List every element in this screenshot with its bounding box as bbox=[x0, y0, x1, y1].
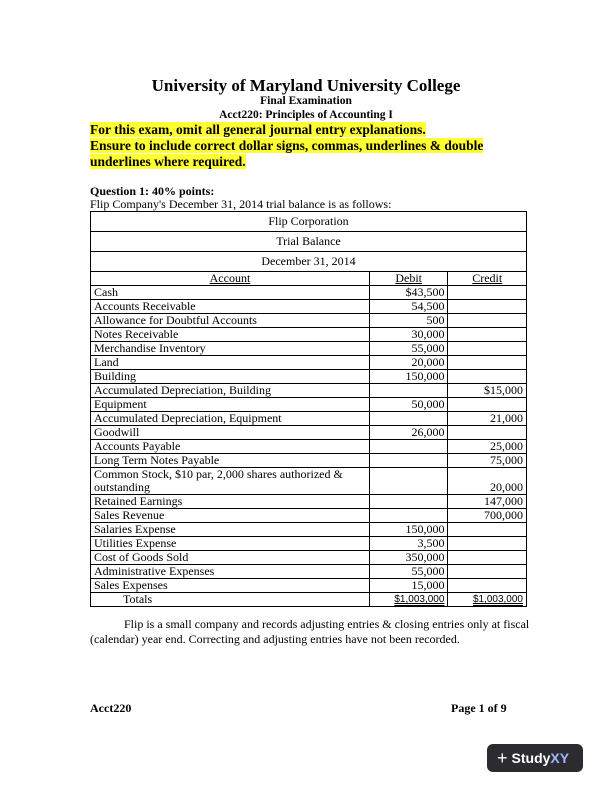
table-row bbox=[91, 454, 527, 468]
question-intro: Flip Company's December 31, 2014 trial balance is as follows: bbox=[90, 197, 392, 211]
account-name: Common Stock, $10 par, 2,000 shares authorized & outstanding bbox=[91, 468, 370, 495]
col-credit-header: Credit bbox=[448, 272, 527, 286]
debit-value bbox=[369, 468, 448, 495]
badge-text-accent: XY bbox=[550, 750, 570, 766]
tb-date: December 31, 2014 bbox=[91, 252, 527, 272]
debit-value: 55,000 bbox=[369, 342, 448, 356]
badge-text: Study bbox=[511, 750, 551, 766]
account-name: Long Term Notes Payable bbox=[91, 454, 370, 468]
account-name: Notes Receivable bbox=[91, 328, 370, 342]
table-row bbox=[91, 495, 527, 509]
debit-value bbox=[369, 495, 448, 509]
credit-value bbox=[448, 328, 527, 342]
table-row bbox=[91, 523, 527, 537]
credit-value bbox=[448, 537, 527, 551]
instruction-line-1: For this exam, omit all general journal entry explanations. bbox=[90, 122, 426, 137]
university-title: University of Maryland University College bbox=[151, 76, 461, 95]
credit-value bbox=[448, 398, 527, 412]
debit-value: 150,000 bbox=[369, 370, 448, 384]
credit-value bbox=[448, 426, 527, 440]
debit-value: 20,000 bbox=[369, 356, 448, 370]
credit-value: 25,000 bbox=[448, 440, 527, 454]
table-row bbox=[91, 440, 527, 454]
account-name: Utilities Expense bbox=[91, 537, 370, 551]
account-name: Salaries Expense bbox=[91, 523, 370, 537]
debit-value: 3,500 bbox=[369, 537, 448, 551]
debit-value: 30,000 bbox=[369, 328, 448, 342]
table-row bbox=[91, 300, 527, 314]
table-row bbox=[91, 370, 527, 384]
account-name: Land bbox=[91, 356, 370, 370]
credit-value bbox=[448, 523, 527, 537]
instruction-line-3: underlines where required. bbox=[90, 154, 246, 169]
course-title: Acct220: Principles of Accounting I bbox=[219, 109, 393, 121]
credit-value: 21,000 bbox=[448, 412, 527, 426]
debit-value: 54,500 bbox=[369, 300, 448, 314]
account-name: Equipment bbox=[91, 398, 370, 412]
account-name: Accounts Payable bbox=[91, 440, 370, 454]
table-row bbox=[91, 286, 527, 300]
debit-value: 350,000 bbox=[369, 551, 448, 565]
debit-value bbox=[369, 440, 448, 454]
table-row bbox=[91, 356, 527, 370]
studyxy-badge[interactable] bbox=[487, 744, 583, 772]
credit-value bbox=[448, 565, 527, 579]
table-row bbox=[91, 384, 527, 398]
debit-value bbox=[369, 384, 448, 398]
tb-company: Flip Corporation bbox=[91, 212, 527, 232]
credit-value bbox=[448, 342, 527, 356]
table-row bbox=[91, 412, 527, 426]
instruction-line-2: Ensure to include correct dollar signs, commas, underlines & double bbox=[90, 138, 484, 153]
account-name: Sales Expenses bbox=[91, 579, 370, 593]
table-row bbox=[91, 565, 527, 579]
debit-value: 26,000 bbox=[369, 426, 448, 440]
account-name: Merchandise Inventory bbox=[91, 342, 370, 356]
credit-value bbox=[448, 579, 527, 593]
credit-value bbox=[448, 370, 527, 384]
trial-balance-table bbox=[90, 211, 527, 607]
debit-value: 150,000 bbox=[369, 523, 448, 537]
exam-title: Final Examination bbox=[260, 95, 352, 107]
col-debit-header: Debit bbox=[369, 272, 448, 286]
table-row bbox=[91, 314, 527, 328]
plus-icon: + bbox=[497, 747, 508, 768]
table-row bbox=[91, 342, 527, 356]
account-name: Retained Earnings bbox=[91, 495, 370, 509]
after-paragraph: Flip is a small company and records adjusting entries & closing entries only at fiscal (calendar) year end. Correcting and adjusting entries have not been recorded. bbox=[90, 617, 530, 646]
credit-value: 700,000 bbox=[448, 509, 527, 523]
account-name: Accounts Receivable bbox=[91, 300, 370, 314]
debit-value: 50,000 bbox=[369, 398, 448, 412]
table-row bbox=[91, 426, 527, 440]
table-row bbox=[91, 579, 527, 593]
account-name: Goodwill bbox=[91, 426, 370, 440]
credit-value: $15,000 bbox=[448, 384, 527, 398]
account-name: Accumulated Depreciation, Building bbox=[91, 384, 370, 398]
debit-value bbox=[369, 454, 448, 468]
credit-value bbox=[448, 300, 527, 314]
table-row bbox=[91, 537, 527, 551]
credit-value bbox=[448, 286, 527, 300]
question-title: Question 1: 40% points: bbox=[90, 184, 215, 198]
account-name: Accumulated Depreciation, Equipment bbox=[91, 412, 370, 426]
totals-row bbox=[91, 593, 527, 607]
table-row bbox=[91, 509, 527, 523]
debit-value bbox=[369, 509, 448, 523]
footer-page-number: Page 1 of 9 bbox=[451, 701, 507, 715]
account-name: Allowance for Doubtful Accounts bbox=[91, 314, 370, 328]
debit-value: 55,000 bbox=[369, 565, 448, 579]
credit-value: 147,000 bbox=[448, 495, 527, 509]
account-name: Administrative Expenses bbox=[91, 565, 370, 579]
account-name: Cash bbox=[91, 286, 370, 300]
account-name: Sales Revenue bbox=[91, 509, 370, 523]
credit-value: 75,000 bbox=[448, 454, 527, 468]
debit-value bbox=[369, 412, 448, 426]
col-account-header: Account bbox=[91, 272, 370, 286]
tb-title: Trial Balance bbox=[91, 232, 527, 252]
totals-debit: $1,003,000 bbox=[369, 593, 448, 607]
credit-value bbox=[448, 356, 527, 370]
debit-value: $43,500 bbox=[369, 286, 448, 300]
table-row bbox=[91, 328, 527, 342]
account-name: Building bbox=[91, 370, 370, 384]
account-name: Cost of Goods Sold bbox=[91, 551, 370, 565]
totals-label: Totals bbox=[91, 593, 370, 607]
credit-value bbox=[448, 314, 527, 328]
table-row bbox=[91, 468, 527, 495]
totals-credit: $1,003,000 bbox=[448, 593, 527, 607]
credit-value: 20,000 bbox=[448, 468, 527, 495]
footer-course: Acct220 bbox=[90, 701, 132, 715]
table-row bbox=[91, 551, 527, 565]
debit-value: 15,000 bbox=[369, 579, 448, 593]
debit-value: 500 bbox=[369, 314, 448, 328]
credit-value bbox=[448, 551, 527, 565]
table-row bbox=[91, 398, 527, 412]
